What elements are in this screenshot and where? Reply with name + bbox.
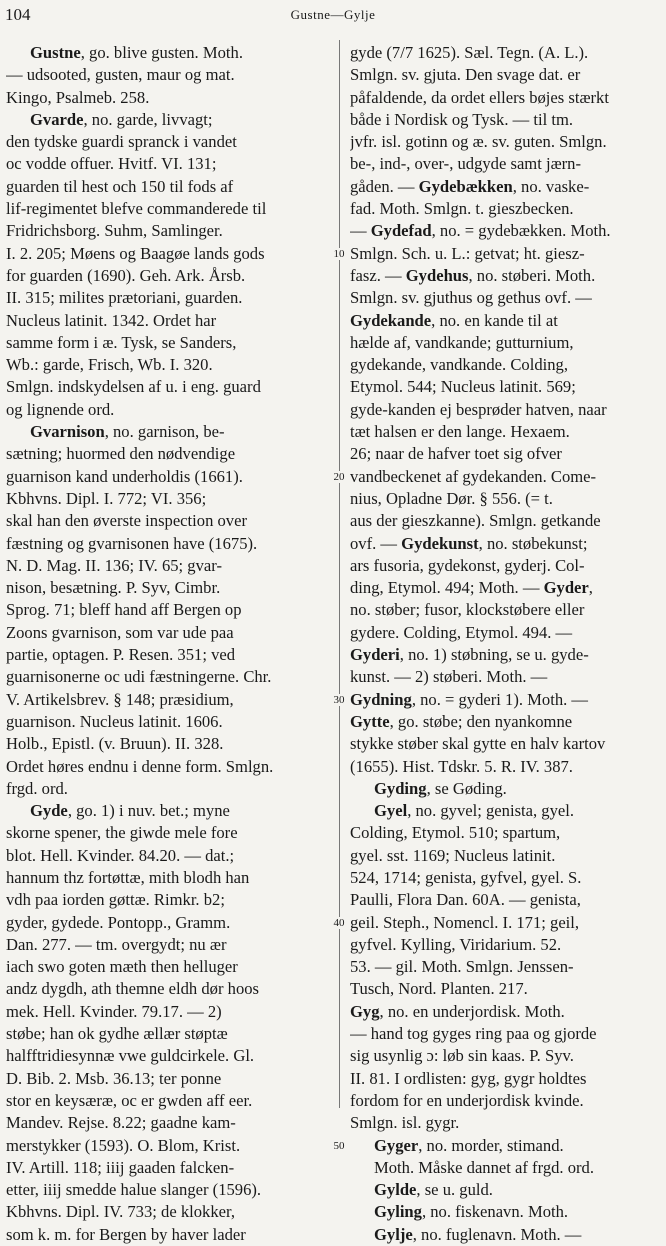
text-line: Holb., Epistl. (v. Bruun). II. 328.	[6, 734, 224, 754]
text-line: for guarden (1690). Geh. Ark. Årsb.	[6, 265, 246, 285]
text-line: jvfr. isl. gotinn og æ. sv. guten. Smlgn.	[350, 132, 607, 152]
text-line: Gydekande, no. en kande til at	[350, 310, 558, 330]
text-line: guarden til hest och 150 til fods af	[6, 176, 234, 196]
margin-line-number: 20	[328, 471, 350, 483]
text-line: no. støber; fusor, klockstøbere eller	[350, 600, 585, 620]
text-line: Smlgn. Sch. u. L.: getvat; ht. giesz-	[350, 243, 585, 263]
text-line: D. Bib. 2. Msb. 36.13; ter ponne	[6, 1068, 222, 1088]
margin-line-number: 10	[328, 248, 350, 260]
text-line: Smlgn. sv. gjuta. Den svage dat. er	[350, 65, 581, 85]
text-line: kunst. — 2) støberi. Moth. —	[350, 667, 548, 687]
text-line: Gyger, no. morder, stimand.	[374, 1135, 564, 1155]
text-line: Ordet høres endnu i denne form. Smlgn.	[6, 756, 274, 776]
headword: Gyding	[374, 778, 427, 798]
text-line: Colding, Etymol. 510; spartum,	[350, 823, 561, 843]
text-line: Gvarnison, no. garnison, be-	[30, 422, 225, 442]
text-line: ding, Etymol. 494; Moth. — Gyder,	[350, 578, 593, 598]
text-line: stor en keysæræ, oc er gwden aff eer.	[6, 1090, 253, 1110]
text-line: iach swo goten mæth then helluger	[6, 957, 238, 977]
text-line: guarnison kand underholdis (1661).	[6, 466, 243, 486]
text-line: Kingo, Psalmeb. 258.	[6, 87, 150, 107]
margin-line-number: 40	[328, 917, 350, 929]
text-line: II. 81. I ordlisten: gyg, gygr holdtes	[350, 1068, 587, 1088]
text-line: fasz. — Gydehus, no. støberi. Moth.	[350, 265, 596, 285]
text-line: Smlgn. isl. gygr.	[350, 1113, 460, 1133]
text-line: gåden. — Gydebækken, no. vaske-	[350, 176, 590, 196]
text-line: Mandev. Rejse. 8.22; gaadne kam-	[6, 1113, 236, 1133]
headword: Gydekunst	[401, 533, 479, 553]
text-line: stykke støber skal gytte en halv kartov	[350, 734, 606, 754]
text-line: halfftridiesynnæ vwe guldcirkele. Gl.	[6, 1046, 255, 1066]
text-line: IV. Artill. 118; iiij gaaden falcken-	[6, 1157, 235, 1177]
headword: Gylde	[374, 1180, 417, 1200]
text-line: aus der gieszkanne). Smlgn. getkande	[350, 511, 601, 531]
text-line: blot. Hell. Kvinder. 84.20. — dat.;	[6, 845, 235, 865]
text-line: Gyderi, no. 1) støbning, se u. gyde-	[350, 645, 589, 665]
text-line: mek. Hell. Kvinder. 79.17. — 2)	[6, 1001, 222, 1021]
text-line: hannum thz fortøttæ, mith blodh han	[6, 867, 250, 887]
text-line: gyfvel. Kylling, Viridarium. 52.	[350, 934, 562, 954]
text-line: lif-regimentet blefve commanderede til	[6, 199, 267, 219]
text-line: Fridrichsborg. Suhm, Samlinger.	[6, 221, 223, 241]
text-line: gyel. sst. 1169; Nucleus latinit.	[350, 845, 556, 865]
text-line: Smlgn. sv. gjuthus og gethus ovf. —	[350, 288, 592, 308]
text-line: Gyling, no. fiskenavn. Moth.	[374, 1202, 569, 1222]
text-line: Kbhvns. Dipl. I. 772; VI. 356;	[6, 488, 207, 508]
text-line: tæt halsen er den lange. Hexaem.	[350, 422, 570, 442]
text-line: påfaldende, da ordet ellers bøjes stærkt	[350, 87, 609, 107]
headword: Gyderi	[350, 645, 400, 665]
text-line: den tydske guardi spranck i vandet	[6, 132, 237, 152]
text-line: fæstning og gvarnisonen have (1675).	[6, 533, 258, 553]
text-line: Gylje, no. fuglenavn. Moth. —	[374, 1224, 582, 1244]
text-line: guarnison. Nucleus latinit. 1606.	[6, 711, 223, 731]
text-line: 524, 1714; genista, gyfvel, gyel. S.	[350, 867, 582, 887]
text-line: Sprog. 71; bleff hand aff Bergen op	[6, 600, 242, 620]
headword: Gydebækken	[418, 176, 513, 196]
left-column	[6, 42, 328, 1246]
text-line: ars fusoria, gydekonst, gyderj. Col-	[350, 555, 585, 575]
headword: Gydning	[350, 689, 412, 709]
headword: Gytte	[350, 711, 390, 731]
text-line: Dan. 277. — tm. overgydt; nu ær	[6, 934, 227, 954]
text-line: merstykker (1593). O. Blom, Krist.	[6, 1135, 241, 1155]
text-line: støbe; han ok gydhe ællær støptæ	[6, 1024, 228, 1044]
text-line: gydekande, vandkande. Colding,	[350, 355, 568, 375]
text-line: I. 2. 205; Møens og Baagøe lands gods	[6, 243, 265, 263]
text-line: Wb.: garde, Frisch, Wb. I. 320.	[6, 355, 213, 375]
text-line: 26; naar de hafver toet sig ofver	[350, 444, 562, 464]
text-line: gyder, gydede. Pontopp., Gramm.	[6, 912, 231, 932]
page-number: 104	[5, 5, 31, 24]
headword: Gylje	[374, 1224, 413, 1244]
text-line: gyde (7/7 1625). Sæl. Tegn. (A. L.).	[350, 43, 589, 62]
text-line: hælde af, vandkande; gutturnium,	[350, 332, 574, 352]
text-line: gydere. Colding, Etymol. 494. —	[350, 622, 573, 642]
headword: Gyg	[350, 1001, 380, 1021]
text-line: partie, optagen. P. Resen. 351; ved	[6, 645, 236, 665]
text-line: fordom for en underjordisk kvinde.	[350, 1090, 584, 1110]
text-line: oc vodde offuer. Hvitf. VI. 131;	[6, 154, 217, 174]
text-line: Gydning, no. = gyderi 1). Moth. —	[350, 689, 589, 709]
text-line: nius, Opladne Dør. § 556. (= t.	[350, 488, 553, 508]
text-line: Etymol. 544; Nucleus latinit. 569;	[350, 377, 576, 397]
text-line: Gyel, no. gyvel; genista, gyel.	[374, 801, 575, 821]
text-line: II. 315; milites prætoriani, guarden.	[6, 288, 243, 308]
text-line: geil. Steph., Nomencl. I. 171; geil,	[350, 912, 580, 932]
text-line: nison, besætning. P. Syv, Cimbr.	[6, 578, 221, 598]
running-head: Gustne—Gylje	[290, 7, 376, 22]
headword: Gyger	[374, 1135, 419, 1155]
headword: Gustne	[30, 43, 81, 62]
text-line: samme form i æ. Tysk, se Sanders,	[6, 332, 237, 352]
headword: Gyling	[374, 1202, 422, 1222]
text-line: skal han den øverste inspection over	[6, 511, 247, 531]
text-line: etter, iiij smedde halue slanger (1596).	[6, 1180, 262, 1200]
text-line: Smlgn. indskydelsen af u. i eng. guard	[6, 377, 261, 397]
page-header	[0, 0, 666, 34]
headword: Gydehus	[405, 265, 469, 285]
text-line: Paulli, Flora Dan. 60A. — genista,	[350, 890, 581, 910]
text-line: frgd. ord.	[6, 778, 68, 798]
text-line: — hand tog gyges ring paa og gjorde	[350, 1024, 597, 1044]
text-line: vandbeckenet af gydekanden. Come-	[350, 466, 597, 486]
text-line: — Gydefad, no. = gydebækken. Moth.	[350, 221, 611, 241]
headword: Gyder	[543, 578, 589, 598]
text-line: som k. m. for Bergen by haver lader	[6, 1224, 246, 1244]
text-line: vdh paa iorden gøttæ. Rimkr. b2;	[6, 890, 225, 910]
text-line: både i Nordisk og Tysk. — til tm.	[350, 109, 574, 129]
text-line: andz dygdh, ath themne eldh dør hoos	[6, 979, 259, 999]
headword: Gyel	[374, 801, 408, 821]
headword: Gvarde	[30, 109, 84, 129]
text-line: Moth. Måske dannet af frgd. ord.	[374, 1157, 594, 1177]
headword: Gydefad	[370, 221, 432, 241]
margin-line-number: 50	[328, 1140, 350, 1152]
margin-line-number: 30	[328, 694, 350, 706]
text-line: — udsooted, gusten, maur og mat.	[6, 65, 235, 85]
text-line: V. Artikelsbrev. § 148; præsidium,	[6, 689, 234, 709]
text-line: Gvarde, no. garde, livvagt;	[30, 109, 213, 129]
text-line: guarnisonerne oc udi fæstningerne. Chr.	[6, 667, 272, 687]
headword: Gyde	[30, 801, 68, 821]
text-line: fad. Moth. Smlgn. t. gieszbecken.	[350, 199, 574, 219]
text-line: be-, ind-, over-, udgyde samt jærn-	[350, 154, 581, 174]
text-line: Nucleus latinit. 1342. Ordet har	[6, 310, 217, 330]
right-column	[350, 42, 660, 1246]
text-line: Zoons gvarnison, som var ude paa	[6, 622, 234, 642]
headword: Gydekande	[350, 310, 432, 330]
text-line: sig usynlig ɔ: løb sin kaas. P. Syv.	[350, 1046, 574, 1066]
column-divider	[339, 40, 340, 1108]
text-line: Tusch, Nord. Planten. 217.	[350, 979, 528, 999]
text-line: og lignende ord.	[6, 399, 115, 419]
text-line: Gytte, go. støbe; den nyankomne	[350, 711, 573, 731]
text-line: Kbhvns. Dipl. IV. 733; de klokker,	[6, 1202, 236, 1222]
text-line: Gustne, go. blive gusten. Moth.	[30, 43, 243, 62]
text-line: 53. — gil. Moth. Smlgn. Jenssen-	[350, 957, 574, 977]
text-line: N. D. Mag. II. 136; IV. 65; gvar-	[6, 555, 222, 575]
text-line: Gyde, go. 1) i nuv. bet.; myne	[30, 801, 230, 821]
text-line: Gyg, no. en underjordisk. Moth.	[350, 1001, 565, 1021]
text-line: Gyding, se Gøding.	[374, 778, 507, 798]
text-line: skorne spener, the giwde mele fore	[6, 823, 238, 843]
headword: Gvarnison	[30, 422, 105, 442]
text-line: (1655). Hist. Tdskr. 5. R. IV. 387.	[350, 756, 573, 776]
text-line: ovf. — Gydekunst, no. støbekunst;	[350, 533, 588, 553]
text-line: sætning; huormed den nødvendige	[6, 444, 236, 464]
text-line: Gylde, se u. guld.	[374, 1180, 493, 1200]
text-line: gyde-kanden ej besprøder hatven, naar	[350, 399, 607, 419]
